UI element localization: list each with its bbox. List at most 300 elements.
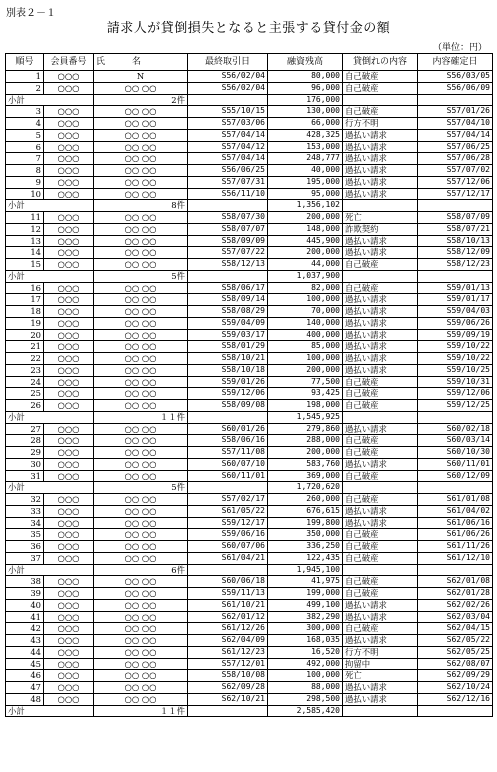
last-transaction-date: S55/10/15: [188, 106, 268, 118]
table-row: [6, 223, 493, 235]
table-row: [6, 494, 493, 506]
confirmation-date: S60/12/09: [418, 470, 493, 482]
loan-balance: 168,035: [268, 635, 343, 647]
customer-name: ○○ ○○: [94, 82, 188, 94]
member-number: ○○○: [44, 294, 94, 306]
member-number: ○○○: [44, 141, 94, 153]
row-number: 9: [6, 176, 44, 188]
subtotal-amount: 1,545,925: [268, 411, 343, 423]
loan-balance: 199,000: [268, 588, 343, 600]
table-row: [6, 447, 493, 459]
row-number: 47: [6, 682, 44, 694]
member-number: ○○○: [44, 470, 94, 482]
bad-debt-reason: 過払い請求: [343, 176, 418, 188]
last-transaction-date: S57/02/17: [188, 494, 268, 506]
subtotal-amount: 1,037,900: [268, 270, 343, 282]
loan-balance: 336,250: [268, 541, 343, 553]
row-number: 18: [6, 306, 44, 318]
row-number: 40: [6, 599, 44, 611]
member-number: ○○○: [44, 541, 94, 553]
confirmation-date: S61/11/26: [418, 541, 493, 553]
confirmation-date: S62/09/29: [418, 670, 493, 682]
loan-balance: 492,000: [268, 658, 343, 670]
row-number: 31: [6, 470, 44, 482]
customer-name: ○○ ○○: [94, 670, 188, 682]
last-transaction-date: S62/10/21: [188, 693, 268, 705]
subtotal-spacer: [343, 200, 418, 212]
member-number: ○○○: [44, 576, 94, 588]
loan-balance: 148,000: [268, 223, 343, 235]
table-row: [6, 635, 493, 647]
table-row: [6, 529, 493, 541]
loan-balance: 428,325: [268, 129, 343, 141]
member-number: ○○○: [44, 353, 94, 365]
row-number: 2: [6, 82, 44, 94]
row-number: 11: [6, 212, 44, 224]
bad-debt-reason: 自己破産: [343, 541, 418, 553]
last-transaction-date: S58/07/07: [188, 223, 268, 235]
member-number: ○○○: [44, 176, 94, 188]
table-row: [6, 670, 493, 682]
customer-name: ○○ ○○: [94, 212, 188, 224]
loan-balance: 382,290: [268, 611, 343, 623]
bad-debt-reason: 死亡: [343, 212, 418, 224]
member-number: ○○○: [44, 423, 94, 435]
confirmation-date: S60/02/18: [418, 423, 493, 435]
customer-name: ○○ ○○: [94, 259, 188, 271]
subtotal-spacer: [418, 200, 493, 212]
bad-debt-reason: 過払い請求: [343, 353, 418, 365]
bad-debt-reason: 自己破産: [343, 529, 418, 541]
member-number: ○○○: [44, 106, 94, 118]
member-number: ○○○: [44, 494, 94, 506]
loan-balance: 279,860: [268, 423, 343, 435]
loan-balance: 16,520: [268, 646, 343, 658]
table-row: [6, 71, 493, 83]
header-amount: 融資残高: [268, 54, 343, 71]
table-row: [6, 259, 493, 271]
loan-balance: 140,000: [268, 317, 343, 329]
subtotal-spacer: [188, 705, 268, 717]
customer-name: ○○ ○○: [94, 635, 188, 647]
loan-balance: 198,000: [268, 400, 343, 412]
member-number: ○○○: [44, 212, 94, 224]
bad-debt-reason: 過払い請求: [343, 306, 418, 318]
row-number: 3: [6, 106, 44, 118]
bad-debt-reason: 過払い請求: [343, 505, 418, 517]
loan-table: [5, 53, 493, 717]
row-number: 33: [6, 505, 44, 517]
confirmation-date: S62/03/04: [418, 611, 493, 623]
loan-balance: 400,000: [268, 329, 343, 341]
table-row: [6, 129, 493, 141]
member-number: ○○○: [44, 306, 94, 318]
bad-debt-reason: 自己破産: [343, 494, 418, 506]
table-row: [6, 294, 493, 306]
confirmation-date: S57/07/02: [418, 165, 493, 177]
row-number: 26: [6, 400, 44, 412]
member-number: ○○○: [44, 670, 94, 682]
row-number: 13: [6, 235, 44, 247]
table-row: [6, 458, 493, 470]
bad-debt-reason: 過払い請求: [343, 317, 418, 329]
bad-debt-reason: 過払い請求: [343, 188, 418, 200]
row-number: 24: [6, 376, 44, 388]
customer-name: ○○ ○○: [94, 588, 188, 600]
subtotal-label: 小計: [6, 200, 94, 212]
last-transaction-date: S61/10/21: [188, 599, 268, 611]
table-row: [6, 317, 493, 329]
last-transaction-date: S60/06/18: [188, 576, 268, 588]
row-number: 46: [6, 670, 44, 682]
member-number: ○○○: [44, 388, 94, 400]
last-transaction-date: S58/07/30: [188, 212, 268, 224]
confirmation-date: S57/04/10: [418, 118, 493, 130]
member-number: ○○○: [44, 505, 94, 517]
row-number: 5: [6, 129, 44, 141]
confirmation-date: S56/03/05: [418, 71, 493, 83]
member-number: ○○○: [44, 447, 94, 459]
table-row: [6, 353, 493, 365]
last-transaction-date: S56/02/04: [188, 71, 268, 83]
header-member: 会員番号: [44, 54, 94, 71]
subtotal-spacer: [343, 411, 418, 423]
loan-balance: 248,777: [268, 153, 343, 165]
row-number: 34: [6, 517, 44, 529]
loan-balance: 195,000: [268, 176, 343, 188]
confirmation-date: S57/12/17: [418, 188, 493, 200]
table-row: [6, 400, 493, 412]
loan-balance: 100,000: [268, 670, 343, 682]
table-row: [6, 282, 493, 294]
last-transaction-date: S59/04/09: [188, 317, 268, 329]
member-number: ○○○: [44, 599, 94, 611]
bad-debt-reason: 死亡: [343, 670, 418, 682]
unit-note: （単位：円）: [432, 43, 487, 53]
row-number: 7: [6, 153, 44, 165]
customer-name: ○○ ○○: [94, 576, 188, 588]
bad-debt-reason: 過払い請求: [343, 294, 418, 306]
confirmation-date: S61/01/08: [418, 494, 493, 506]
customer-name: ○○ ○○: [94, 552, 188, 564]
table-row: [6, 176, 493, 188]
bad-debt-reason: 自己破産: [343, 106, 418, 118]
member-number: ○○○: [44, 153, 94, 165]
subtotal-count: 2件: [94, 94, 188, 106]
bad-debt-reason: 過払い請求: [343, 165, 418, 177]
last-transaction-date: S57/12/01: [188, 658, 268, 670]
subtotal-spacer: [418, 411, 493, 423]
table-row: [6, 329, 493, 341]
row-number: 29: [6, 447, 44, 459]
row-number: 14: [6, 247, 44, 259]
loan-balance: 41,975: [268, 576, 343, 588]
table-row: [6, 341, 493, 353]
customer-name: ○○ ○○: [94, 235, 188, 247]
customer-name: ○○ ○○: [94, 517, 188, 529]
member-number: ○○○: [44, 188, 94, 200]
table-row: [6, 235, 493, 247]
table-row: [6, 693, 493, 705]
bad-debt-reason: 自己破産: [343, 576, 418, 588]
loan-balance: 100,000: [268, 294, 343, 306]
last-transaction-date: S61/12/26: [188, 623, 268, 635]
bad-debt-reason: 過払い請求: [343, 611, 418, 623]
member-number: ○○○: [44, 646, 94, 658]
loan-balance: 80,000: [268, 71, 343, 83]
customer-name: ○○ ○○: [94, 176, 188, 188]
loan-balance: 260,000: [268, 494, 343, 506]
table-row: [6, 364, 493, 376]
customer-name: ○○ ○○: [94, 282, 188, 294]
bad-debt-reason: 過払い請求: [343, 599, 418, 611]
last-transaction-date: S57/04/14: [188, 129, 268, 141]
last-transaction-date: S57/03/06: [188, 118, 268, 130]
confirmation-date: S59/01/17: [418, 294, 493, 306]
confirmation-date: S61/06/26: [418, 529, 493, 541]
last-transaction-date: S60/07/06: [188, 541, 268, 553]
customer-name: ○○ ○○: [94, 693, 188, 705]
loan-balance: 200,000: [268, 212, 343, 224]
last-transaction-date: S57/04/12: [188, 141, 268, 153]
bad-debt-reason: 過払い請求: [343, 129, 418, 141]
customer-name: ○○ ○○: [94, 317, 188, 329]
confirmation-date: S62/08/07: [418, 658, 493, 670]
bad-debt-reason: 自己破産: [343, 376, 418, 388]
row-number: 8: [6, 165, 44, 177]
last-transaction-date: S60/07/10: [188, 458, 268, 470]
bad-debt-reason: 詐欺契約: [343, 223, 418, 235]
last-transaction-date: S61/05/22: [188, 505, 268, 517]
row-number: 10: [6, 188, 44, 200]
subtotal-row: [6, 482, 493, 494]
row-number: 35: [6, 529, 44, 541]
customer-name: ○○ ○○: [94, 294, 188, 306]
member-number: ○○○: [44, 317, 94, 329]
customer-name: ○○ ○○: [94, 447, 188, 459]
row-number: 22: [6, 353, 44, 365]
subtotal-row: [6, 200, 493, 212]
customer-name: ○○ ○○: [94, 306, 188, 318]
customer-name: ○○ ○○: [94, 388, 188, 400]
row-number: 27: [6, 423, 44, 435]
bad-debt-reason: 過払い請求: [343, 635, 418, 647]
confirmation-date: S62/12/16: [418, 693, 493, 705]
loan-balance: 499,100: [268, 599, 343, 611]
loan-balance: 200,000: [268, 247, 343, 259]
customer-name: ○○ ○○: [94, 423, 188, 435]
subtotal-label: 小計: [6, 705, 94, 717]
subtotal-label: 小計: [6, 270, 94, 282]
subtotal-amount: 176,000: [268, 94, 343, 106]
bad-debt-reason: 自己破産: [343, 623, 418, 635]
last-transaction-date: S58/06/17: [188, 282, 268, 294]
confirmation-date: S56/06/09: [418, 82, 493, 94]
customer-name: ○○ ○○: [94, 353, 188, 365]
member-number: ○○○: [44, 129, 94, 141]
table-body: [6, 71, 493, 717]
table-row: [6, 435, 493, 447]
table-row: [6, 306, 493, 318]
confirmation-date: S58/10/13: [418, 235, 493, 247]
subtotal-count: １１件: [94, 705, 188, 717]
last-transaction-date: S59/01/26: [188, 376, 268, 388]
customer-name: ○○ ○○: [94, 129, 188, 141]
bad-debt-reason: 自己破産: [343, 400, 418, 412]
table-row: [6, 82, 493, 94]
table-row: [6, 517, 493, 529]
member-number: ○○○: [44, 635, 94, 647]
bad-debt-reason: 自己破産: [343, 71, 418, 83]
customer-name: ○○ ○○: [94, 400, 188, 412]
bad-debt-reason: 過払い請求: [343, 423, 418, 435]
confirmation-date: S61/12/10: [418, 552, 493, 564]
row-number: 36: [6, 541, 44, 553]
subtotal-spacer: [418, 482, 493, 494]
subtotal-count: １１件: [94, 411, 188, 423]
customer-name: ○○ ○○: [94, 435, 188, 447]
row-number: 43: [6, 635, 44, 647]
row-number: 37: [6, 552, 44, 564]
subtotal-row: [6, 411, 493, 423]
confirmation-date: S57/04/14: [418, 129, 493, 141]
subtotal-amount: 2,585,420: [268, 705, 343, 717]
loan-balance: 100,000: [268, 353, 343, 365]
row-number: 17: [6, 294, 44, 306]
last-transaction-date: S57/11/08: [188, 447, 268, 459]
last-transaction-date: S58/09/08: [188, 400, 268, 412]
loan-balance: 200,000: [268, 364, 343, 376]
confirmation-date: S58/12/09: [418, 247, 493, 259]
row-number: 25: [6, 388, 44, 400]
last-transaction-date: S59/11/13: [188, 588, 268, 600]
table-row: [6, 141, 493, 153]
last-transaction-date: S56/11/10: [188, 188, 268, 200]
customer-name: ○○ ○○: [94, 106, 188, 118]
member-number: ○○○: [44, 82, 94, 94]
bad-debt-reason: 過払い請求: [343, 693, 418, 705]
table-row: [6, 212, 493, 224]
last-transaction-date: S56/06/25: [188, 165, 268, 177]
last-transaction-date: S58/10/08: [188, 670, 268, 682]
confirmation-date: S61/04/02: [418, 505, 493, 517]
header-fixed-date: 内容確定日: [418, 54, 493, 71]
bad-debt-reason: 自己破産: [343, 552, 418, 564]
subtotal-count: 5件: [94, 270, 188, 282]
table-row: [6, 623, 493, 635]
row-number: 16: [6, 282, 44, 294]
table-row: [6, 611, 493, 623]
customer-name: ○○ ○○: [94, 153, 188, 165]
loan-balance: 77,500: [268, 376, 343, 388]
bad-debt-reason: 過払い請求: [343, 682, 418, 694]
subtotal-spacer: [188, 564, 268, 576]
bad-debt-reason: 自己破産: [343, 470, 418, 482]
confirmation-date: S58/07/09: [418, 212, 493, 224]
customer-name: ○○ ○○: [94, 376, 188, 388]
confirmation-date: S60/03/14: [418, 435, 493, 447]
bad-debt-reason: 自己破産: [343, 388, 418, 400]
bad-debt-reason: 自己破産: [343, 282, 418, 294]
customer-name: ○○ ○○: [94, 188, 188, 200]
customer-name: ○○ ○○: [94, 529, 188, 541]
subtotal-row: [6, 270, 493, 282]
confirmation-date: S59/06/26: [418, 317, 493, 329]
member-number: ○○○: [44, 400, 94, 412]
last-transaction-date: S58/10/21: [188, 353, 268, 365]
table-row: [6, 646, 493, 658]
confirmation-date: S59/10/22: [418, 341, 493, 353]
bad-debt-reason: 自己破産: [343, 259, 418, 271]
loan-balance: 82,000: [268, 282, 343, 294]
customer-name: ○○ ○○: [94, 505, 188, 517]
last-transaction-date: S62/04/09: [188, 635, 268, 647]
loan-balance: 40,000: [268, 165, 343, 177]
bad-debt-reason: 過払い請求: [343, 141, 418, 153]
row-number: 42: [6, 623, 44, 635]
last-transaction-date: S58/10/18: [188, 364, 268, 376]
member-number: ○○○: [44, 71, 94, 83]
table-row: [6, 388, 493, 400]
subtotal-row: [6, 94, 493, 106]
loan-balance: 199,800: [268, 517, 343, 529]
table-row: [6, 188, 493, 200]
customer-name: ○○ ○○: [94, 470, 188, 482]
member-number: ○○○: [44, 282, 94, 294]
subtotal-label: 小計: [6, 564, 94, 576]
member-number: ○○○: [44, 658, 94, 670]
table-row: [6, 165, 493, 177]
customer-name: ○○ ○○: [94, 341, 188, 353]
last-transaction-date: S59/12/17: [188, 517, 268, 529]
confirmation-date: S58/12/23: [418, 259, 493, 271]
loan-balance: 288,000: [268, 435, 343, 447]
row-number: 21: [6, 341, 44, 353]
row-number: 6: [6, 141, 44, 153]
last-transaction-date: S60/01/26: [188, 423, 268, 435]
subtotal-count: 5件: [94, 482, 188, 494]
customer-name: ○○ ○○: [94, 623, 188, 635]
customer-name: ○○ ○○: [94, 118, 188, 130]
last-transaction-date: S59/12/06: [188, 388, 268, 400]
table-row: [6, 552, 493, 564]
last-transaction-date: S62/01/12: [188, 611, 268, 623]
bad-debt-reason: 過払い請求: [343, 458, 418, 470]
customer-name: ○○ ○○: [94, 141, 188, 153]
member-number: ○○○: [44, 529, 94, 541]
loan-balance: 445,900: [268, 235, 343, 247]
table-row: [6, 599, 493, 611]
table-row: [6, 505, 493, 517]
last-transaction-date: S58/09/09: [188, 235, 268, 247]
confirmation-date: S62/05/25: [418, 646, 493, 658]
subtotal-spacer: [188, 411, 268, 423]
bad-debt-reason: 拘留中: [343, 658, 418, 670]
header-name: 氏 名: [94, 54, 188, 71]
row-number: 39: [6, 588, 44, 600]
header-no: 順号: [6, 54, 44, 71]
confirmation-date: S59/12/06: [418, 388, 493, 400]
bad-debt-reason: 過払い請求: [343, 247, 418, 259]
table-header-row: [6, 54, 493, 71]
confirmation-date: S59/10/31: [418, 376, 493, 388]
member-number: ○○○: [44, 693, 94, 705]
subtotal-spacer: [343, 270, 418, 282]
loan-balance: 122,435: [268, 552, 343, 564]
member-number: ○○○: [44, 682, 94, 694]
loan-balance: 44,000: [268, 259, 343, 271]
confirmation-date: S59/10/25: [418, 364, 493, 376]
